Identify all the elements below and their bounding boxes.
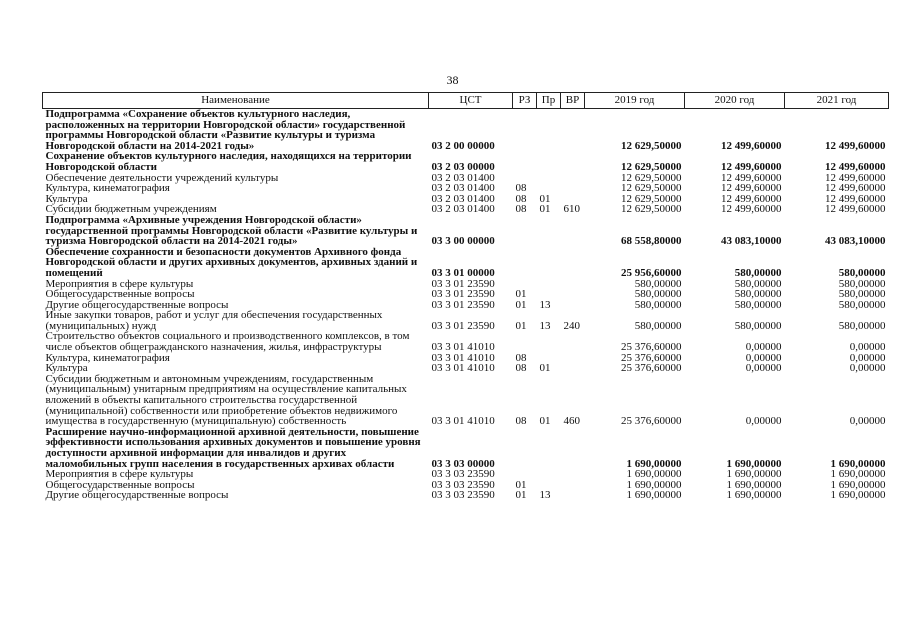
cell-name: Общегосударственные вопросы	[45, 478, 195, 491]
cell-cst: 03 3 01 23590	[431, 277, 495, 290]
cell-name: Культура, кинематография	[45, 351, 170, 364]
cell-2021: 12 499,60000	[825, 160, 886, 173]
cell-rz: 01	[515, 319, 527, 332]
cell-rz: 01	[515, 489, 527, 502]
cell-rz: 08	[515, 351, 527, 364]
cell-cst: 03 3 00 00000	[431, 235, 495, 248]
cell-pr: 01	[539, 362, 551, 375]
cell-rz: 01	[515, 478, 527, 491]
cell-vr	[561, 151, 585, 172]
cell-2020: 0,00000	[745, 351, 782, 364]
cell-2019: 580,00000	[634, 288, 682, 301]
cell-pr: 13	[539, 489, 551, 502]
cell-rz	[513, 247, 537, 279]
cell-2019: 1 690,00000	[626, 457, 682, 470]
header-vr: ВР	[561, 93, 585, 109]
cell-name: Культура	[45, 192, 88, 205]
table-row	[43, 331, 889, 352]
cell-name: Обеспечение деятельности учреждений культуры	[45, 171, 279, 184]
cell-2021: 1 690,00000	[830, 478, 886, 491]
table-row	[43, 427, 889, 469]
cell-cst: 03 2 03 01400	[431, 203, 495, 216]
cell-2021: 580,00000	[838, 319, 886, 332]
cell-vr	[561, 490, 585, 501]
cell-rz: 01	[515, 288, 527, 301]
cell-2019: 12 629,50000	[621, 160, 682, 173]
cell-pr: 01	[539, 192, 551, 205]
cell-2020: 1 690,00000	[726, 478, 782, 491]
cell-cst: 03 3 03 23590	[431, 478, 495, 491]
cell-pr	[537, 215, 561, 247]
cell-name: Мероприятия в сфере культуры	[45, 468, 194, 481]
cell-vr	[561, 469, 585, 480]
header-rz: РЗ	[513, 93, 537, 109]
cell-rz	[513, 215, 537, 247]
cell-cst: 03 2 03 01400	[431, 182, 495, 195]
cell-pr: 01	[539, 203, 551, 216]
cell-2021: 580,00000	[838, 288, 886, 301]
cell-vr: 240	[563, 319, 580, 332]
cell-2021: 580,00000	[838, 298, 886, 311]
cell-pr	[537, 247, 561, 279]
cell-2020: 1 690,00000	[726, 468, 782, 481]
cell-2021: 12 499,60000	[825, 203, 886, 216]
cell-rz	[513, 427, 537, 469]
cell-cst: 03 2 03 00000	[431, 160, 495, 173]
cell-2019: 12 629,50000	[621, 139, 682, 152]
cell-vr	[561, 331, 585, 352]
cell-vr	[561, 215, 585, 247]
cell-cst: 03 3 01 23590	[431, 298, 495, 311]
cell-2019: 12 629,50000	[621, 192, 682, 205]
header-cst: ЦСТ	[429, 93, 513, 109]
cell-cst: 03 3 01 00000	[431, 266, 495, 279]
cell-2019: 25 376,60000	[621, 362, 682, 375]
cell-2020: 580,00000	[734, 319, 782, 332]
cell-2019: 25 956,60000	[621, 266, 682, 279]
table-body	[43, 109, 889, 501]
cell-2021: 580,00000	[838, 277, 886, 290]
cell-rz: 08	[515, 203, 527, 216]
cell-2019: 68 558,80000	[621, 235, 682, 248]
cell-cst: 03 3 03 23590	[431, 489, 495, 502]
cell-2021: 0,00000	[849, 351, 886, 364]
cell-vr	[561, 183, 585, 194]
cell-name: Общегосударственные вопросы	[45, 288, 195, 301]
cell-rz: 08	[515, 415, 527, 428]
cell-2021: 0,00000	[849, 341, 886, 354]
table-header	[43, 93, 889, 109]
cell-rz: 08	[515, 192, 527, 205]
cell-rz	[513, 109, 537, 152]
cell-vr	[561, 289, 585, 300]
cell-2020: 580,00000	[734, 266, 782, 279]
cell-vr	[561, 427, 585, 469]
cell-name: Обеспечение сохранности и безопасности документов Архивного фонда Новгородской области и других архивных документов, архивных зданий и помещений	[45, 245, 418, 279]
cell-2019: 580,00000	[634, 277, 682, 290]
table-row	[43, 490, 889, 501]
table-row	[43, 151, 889, 172]
cell-2020: 1 690,00000	[726, 489, 782, 502]
cell-2020: 43 083,10000	[721, 235, 782, 248]
cell-cst: 03 3 03 23590	[431, 468, 495, 481]
cell-pr	[537, 331, 561, 352]
cell-cst: 03 3 01 23590	[431, 319, 495, 332]
cell-2021: 1 690,00000	[830, 457, 886, 470]
cell-rz	[513, 331, 537, 352]
header-2019: 2019 год	[585, 93, 685, 109]
cell-vr: 460	[563, 415, 580, 428]
cell-pr	[537, 151, 561, 172]
table-row	[43, 247, 889, 279]
cell-name: Подпрограмма «Сохранение объектов культурного наследия, расположенных на территории Новгородской области» государственной программы Новгородской области «Развитие культуры и туризма Новгородской области на 2014-2021 годы»	[45, 108, 406, 152]
cell-2020: 1 690,00000	[726, 457, 782, 470]
cell-pr: 13	[539, 319, 551, 332]
cell-vr	[561, 109, 585, 152]
cell-vr	[561, 363, 585, 374]
header-2021: 2021 год	[785, 93, 889, 109]
cell-2021: 43 083,10000	[825, 235, 886, 248]
cell-pr	[537, 109, 561, 152]
table-row	[43, 109, 889, 152]
cell-cst: 03 2 03 01400	[431, 192, 495, 205]
cell-cst: 03 3 01 41010	[431, 362, 495, 375]
cell-2019: 12 629,50000	[621, 171, 682, 184]
header-2020: 2020 год	[685, 93, 785, 109]
cell-2020: 12 499,60000	[721, 192, 782, 205]
cell-name: Субсидии бюджетным и автономным учреждениям, государственным (муниципальным) унитарным предприятиям на осуществление капитальных вложений в объекты капитального строительства государственной (муниципальной) собственности или приобретение объектов недвижимого имущества в государственную (муниципальную) собственность	[45, 372, 407, 428]
cell-2021: 0,00000	[849, 362, 886, 375]
cell-name: Строительство объектов социального и производственного комплексов, в том числе объектов общегражданского назначения, жилья, инфраструктуры	[45, 330, 410, 354]
cell-cst: 03 2 03 01400	[431, 171, 495, 184]
cell-2021: 12 499,60000	[825, 192, 886, 205]
cell-2020: 12 499,60000	[721, 160, 782, 173]
cell-2020: 580,00000	[734, 277, 782, 290]
cell-name: Другие общегосударственные вопросы	[45, 489, 229, 502]
cell-cst: 03 3 01 23590	[431, 288, 495, 301]
cell-2021: 0,00000	[849, 415, 886, 428]
cell-name: Культура, кинематография	[45, 182, 170, 195]
cell-cst: 03 3 03 00000	[431, 457, 495, 470]
cell-2020: 12 499,60000	[721, 139, 782, 152]
cell-vr	[561, 300, 585, 311]
cell-2021: 12 499,60000	[825, 182, 886, 195]
cell-rz: 08	[515, 362, 527, 375]
cell-vr	[561, 173, 585, 184]
cell-name: Субсидии бюджетным учреждениям	[45, 203, 217, 216]
table-row	[43, 215, 889, 247]
cell-2019: 1 690,00000	[626, 489, 682, 502]
cell-2021: 1 690,00000	[830, 468, 886, 481]
cell-2020: 0,00000	[745, 362, 782, 375]
cell-2020: 0,00000	[745, 341, 782, 354]
cell-name: Мероприятия в сфере культуры	[45, 277, 194, 290]
header-name: Наименование	[43, 93, 429, 109]
cell-2020: 12 499,60000	[721, 203, 782, 216]
cell-pr: 01	[539, 415, 551, 428]
cell-name: Расширение научно-информационной архивной деятельности, повышение эффективности использования архивных документов и повышение уровня доступности архивной информации для инвалидов и других маломобильных групп населения в государственных архивах области	[45, 425, 421, 470]
cell-2019: 580,00000	[634, 298, 682, 311]
cell-pr: 13	[539, 298, 551, 311]
cell-2021: 580,00000	[838, 266, 886, 279]
cell-cst: 03 3 01 41010	[431, 341, 495, 354]
cell-cst: 03 2 00 00000	[431, 139, 495, 152]
cell-vr	[561, 279, 585, 290]
cell-2019: 25 376,60000	[621, 351, 682, 364]
cell-2021: 12 499,60000	[825, 139, 886, 152]
cell-2019: 12 629,50000	[621, 203, 682, 216]
cell-2020: 12 499,60000	[721, 182, 782, 195]
cell-name: Культура	[45, 362, 88, 375]
cell-2019: 1 690,00000	[626, 468, 682, 481]
cell-name: Иные закупки товаров, работ и услуг для обеспечения государственных (муниципальных) нужд	[45, 309, 383, 332]
cell-2020: 580,00000	[734, 298, 782, 311]
cell-2021: 1 690,00000	[830, 489, 886, 502]
cell-2019: 12 629,50000	[621, 182, 682, 195]
cell-vr	[561, 480, 585, 491]
cell-2020: 580,00000	[734, 288, 782, 301]
budget-table	[42, 92, 889, 501]
page-number: 38	[446, 73, 459, 87]
cell-2020: 12 499,60000	[721, 171, 782, 184]
cell-pr	[537, 427, 561, 469]
cell-name: Другие общегосударственные вопросы	[45, 298, 229, 311]
cell-name: Сохранение объектов культурного наследия, находящихся на территории Новгородской области	[45, 150, 412, 173]
cell-2019: 25 376,60000	[621, 415, 682, 428]
cell-2019: 25 376,60000	[621, 341, 682, 354]
cell-pr	[537, 279, 561, 290]
cell-2020: 0,00000	[745, 415, 782, 428]
cell-rz: 08	[515, 182, 527, 195]
table-row	[43, 310, 889, 331]
cell-cst: 03 3 01 41010	[431, 415, 495, 428]
cell-cst: 03 3 01 41010	[431, 351, 495, 364]
cell-vr: 610	[563, 203, 580, 216]
cell-rz	[513, 151, 537, 172]
cell-vr	[561, 247, 585, 279]
cell-vr	[561, 353, 585, 364]
cell-2019: 1 690,00000	[626, 478, 682, 491]
cell-pr	[537, 469, 561, 480]
header-pr: Пр	[537, 93, 561, 109]
cell-pr	[537, 173, 561, 184]
cell-2019: 580,00000	[634, 319, 682, 332]
cell-rz: 01	[515, 298, 527, 311]
cell-name: Подпрограмма «Архивные учреждения Новгородской области» государственной программы Новгородской области «Развитие культуры и туризма Новгородской области на 2014-2021 годы»	[45, 213, 418, 248]
table-row	[43, 374, 889, 427]
cell-2021: 12 499,60000	[825, 171, 886, 184]
